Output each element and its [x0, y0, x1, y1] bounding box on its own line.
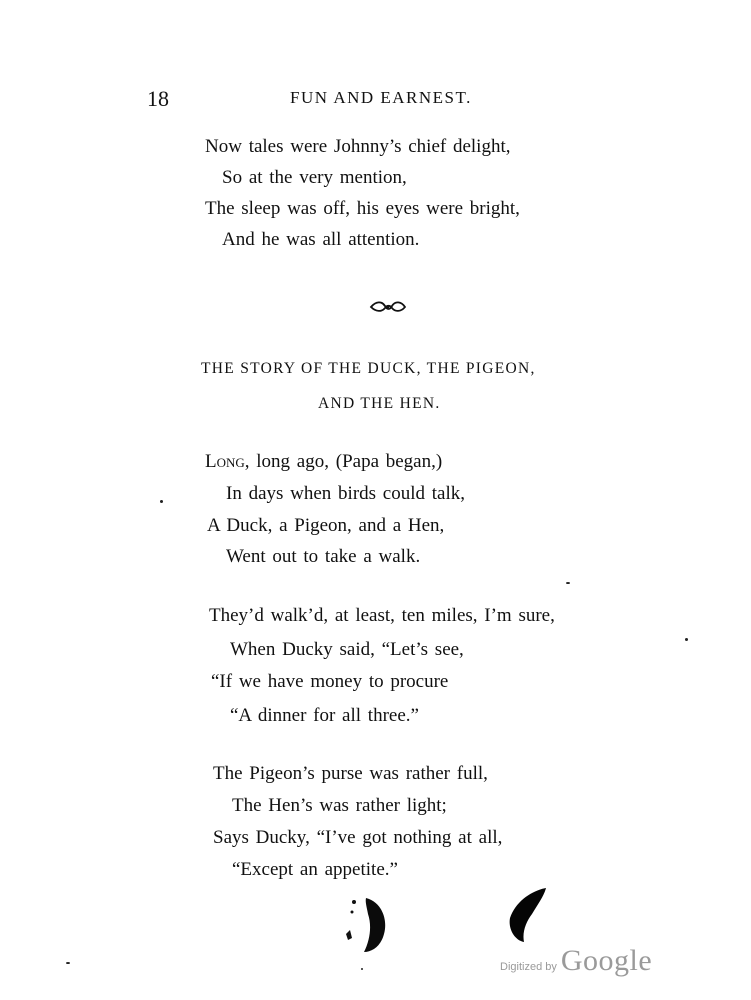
poem-line: When Ducky said, “Let’s see, [230, 639, 464, 660]
scan-speck [66, 962, 70, 964]
poem-line: Went out to take a walk. [226, 546, 421, 567]
poem-line: A Duck, a Pigeon, and a Hen, [207, 515, 445, 536]
watermark-prefix: Digitized by [500, 961, 557, 973]
poem-line-text: long ago, (Papa began,) [249, 451, 443, 472]
story-title-line-2: AND THE HEN. [318, 395, 441, 412]
ink-blot-right [500, 886, 560, 946]
poem-line [205, 451, 442, 473]
running-title: FUN AND EARNEST. [290, 88, 472, 107]
poem-line: “Except an appetite.” [232, 859, 398, 880]
scan-speck [685, 638, 688, 641]
scan-speck [361, 968, 363, 970]
digitized-watermark [500, 944, 652, 978]
poem-line: The Pigeon’s purse was rather full, [213, 763, 488, 784]
poem-line: The sleep was off, his eyes were bright, [205, 198, 520, 219]
poem-line: “A dinner for all three.” [230, 705, 419, 726]
google-logo: Google [560, 944, 653, 977]
poem-line: The Hen’s was rather light; [232, 795, 447, 816]
scan-speck [566, 582, 570, 584]
poem-line: Says Ducky, “I’ve got nothing at all, [213, 827, 503, 848]
ink-blot-left [340, 890, 400, 960]
poem-line: So at the very mention, [222, 167, 407, 188]
story-title-line-1: THE STORY OF THE DUCK, THE PIGEON, [201, 360, 536, 377]
scan-speck [160, 500, 163, 503]
poem-line: And he was all attention. [222, 229, 420, 250]
page-number: 18 [147, 86, 169, 111]
poem-line: They’d walk’d, at least, ten miles, I’m sure, [209, 605, 555, 626]
ornament-flourish-icon [368, 298, 408, 316]
poem-line: Now tales were Johnny’s chief delight, [205, 136, 511, 157]
poem-line: In days when birds could talk, [226, 483, 466, 504]
poem-line: “If we have money to procure [211, 671, 449, 692]
drop-word: Long, [205, 451, 250, 472]
